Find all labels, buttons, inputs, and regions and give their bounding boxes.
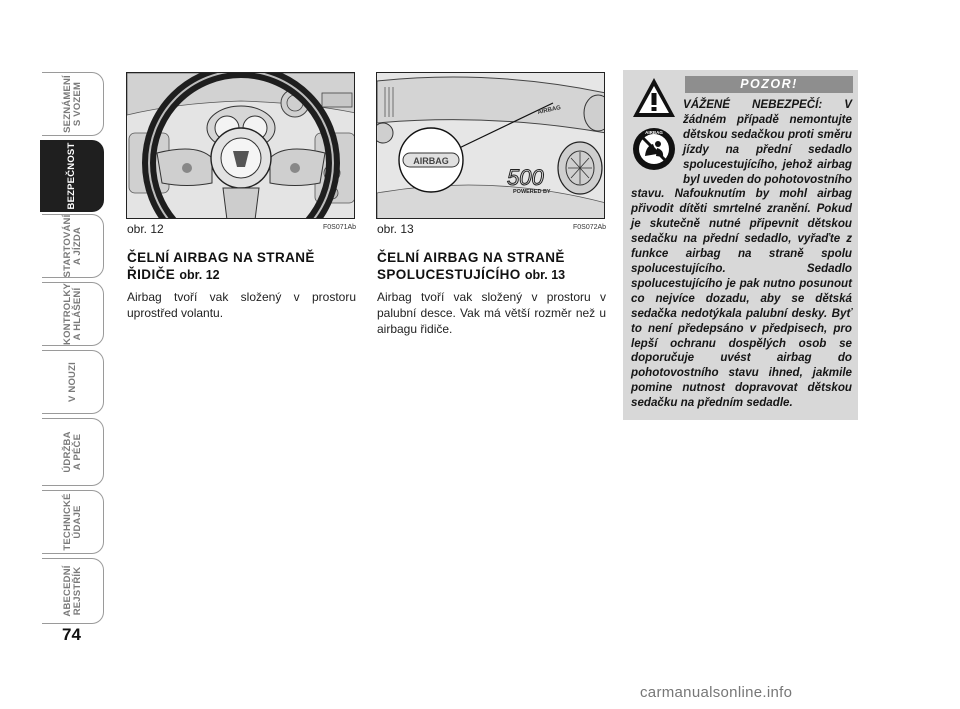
tab-kontrolky[interactable]	[42, 282, 104, 346]
tab-label: SEZNÁMENÍ S VOZEM	[61, 75, 83, 133]
figure-caption: obr. 12	[127, 222, 164, 236]
tab-label: STARTOVÁNÍ A JÍZDA	[61, 214, 83, 278]
tab-label: ABECEDNÍ REJSTŘÍK	[61, 565, 83, 617]
figure-caption: obr. 13	[377, 222, 414, 236]
figure-reference: obr. 12	[179, 268, 220, 282]
section-heading-passenger	[377, 249, 607, 284]
warning-paragraph: VÁŽENÉ NEBEZPEČÍ: V žádném případě nemontujte dětskou sedačkou proti směru jízdy na přední sedadlo spolucestujícího, jehož airbag byl uveden do pohotovostního stavu. Nafouknutím by mohl airbag přivodit dítěti smrtelné zranění. Pokud je skutečně nutné připevnit dětskou sedačku na přední sedadlo, vyřaďte z funkce airbag na straně spolu spolucestujícího. Sedadlo spolucestujícího je pak nutno posunout co nejvíce dozadu, aby se dětská sedačka nedotýkala palubní desky. Byť to není předepsáno v předpisech, pro lepší ochranu dospělých osob se doporučuje uvést airbag do pohotovostního stavu ihned, jakmile pomine nutnost dopravovat dětskou sedačku na předním sedadle.	[631, 98, 852, 410]
section-body-driver: Airbag tvoří vak složený v prostoru uprostřed volantu.	[127, 290, 356, 320]
page-number: 74	[62, 625, 81, 644]
steering-wheel-illustration	[127, 73, 355, 219]
airbag-icon-label: AIRBAG	[645, 130, 663, 135]
warning-banner: POZOR!	[685, 76, 853, 93]
tab-bezpecnost[interactable]	[40, 140, 104, 212]
heading-text: ČELNÍ AIRBAG NA STRANĚ ŘIDIČE	[127, 250, 315, 282]
dashboard-airbag-mark: AIRBAG	[537, 105, 562, 116]
figure-code: F0S072Ab	[573, 224, 607, 231]
tab-abecedni-rejstrik[interactable]	[42, 558, 104, 624]
figure-steering-wheel	[126, 72, 355, 219]
figure-code: F0S071Ab	[323, 224, 357, 231]
tab-startovani[interactable]	[42, 214, 104, 278]
tab-technicke-udaje[interactable]	[42, 490, 104, 554]
tab-v-nouzi[interactable]	[42, 350, 104, 414]
watermark: carmanualsonline.info	[640, 684, 793, 701]
section-heading-driver	[127, 249, 357, 284]
powered-by-label: POWERED BY	[513, 189, 551, 195]
tab-udrzba[interactable]	[42, 418, 104, 486]
tab-label: ÚDRŽBA A PÉČE	[61, 431, 83, 473]
tab-label: V NOUZI	[66, 362, 78, 402]
airbag-badge-label: AIRBAG	[413, 156, 449, 166]
dashboard-illustration	[377, 73, 605, 219]
icon-float-spacer	[631, 98, 683, 180]
tab-label: KONTROLKY A HLÁŠENÍ	[61, 283, 83, 345]
tab-label: TECHNICKÉ ÚDAJE	[61, 493, 83, 551]
figure-passenger-dashboard	[376, 72, 605, 219]
figure-reference: obr. 13	[524, 268, 566, 282]
heading-text: ČELNÍ AIRBAG NA STRANĚ SPOLUCESTUJÍCÍHO	[377, 250, 565, 282]
svg-text:500: 500	[507, 165, 544, 190]
warning-text	[631, 98, 852, 411]
tab-seznameni[interactable]	[42, 72, 104, 136]
section-body-passenger: Airbag tvoří vak složený v prostoru v palubní desce. Vak má větší rozměr než u airbagu řidiče.	[377, 290, 606, 336]
tab-label: BEZPEČNOST	[65, 142, 77, 210]
